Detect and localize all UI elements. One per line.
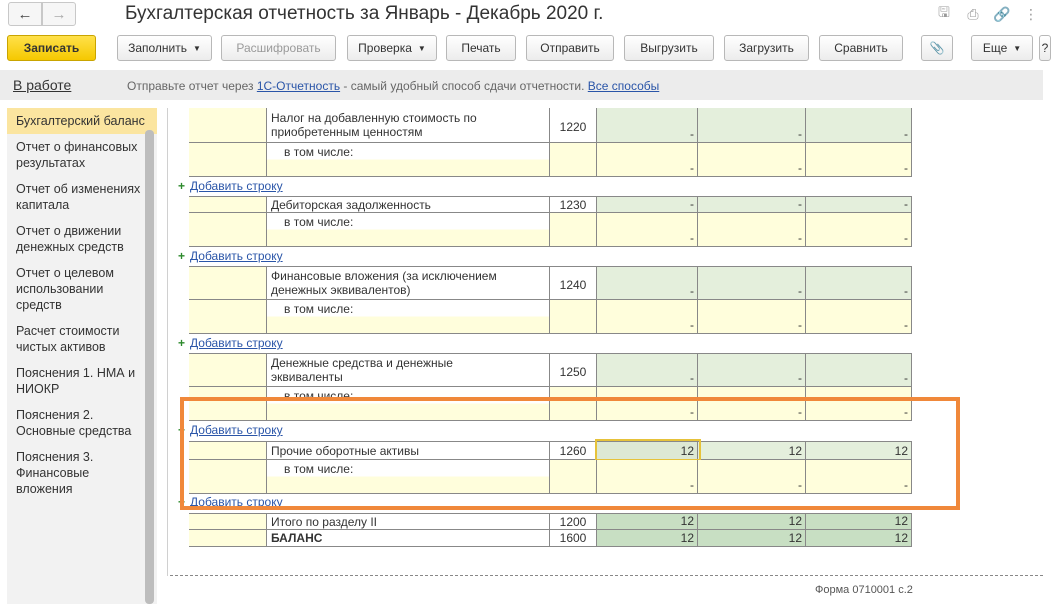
sidebar-item-notes-investments[interactable]: Пояснения 3. Финансовые вложения bbox=[16, 450, 94, 496]
sidebar-item-capital-changes[interactable]: Отчет об изменениях капитала bbox=[16, 182, 141, 212]
plus-icon: + bbox=[178, 179, 186, 193]
more-vertical-icon[interactable]: ⋮ bbox=[1024, 5, 1038, 22]
check-button[interactable]: Проверка ▼ bbox=[347, 35, 437, 61]
import-button[interactable]: Загрузить bbox=[724, 35, 809, 61]
caret-down-icon: ▼ bbox=[1013, 43, 1022, 53]
compare-button[interactable]: Сравнить bbox=[819, 35, 903, 61]
caret-down-icon: ▼ bbox=[417, 43, 426, 53]
all-methods-link[interactable]: Все способы bbox=[587, 79, 660, 93]
save-doc-icon[interactable]: 🖫 bbox=[938, 4, 950, 20]
sidebar-item-target-use[interactable]: Отчет о целевом использовании средств bbox=[16, 266, 114, 312]
status-label[interactable]: В работе bbox=[13, 77, 72, 93]
fill-button[interactable]: Заполнить ▼ bbox=[117, 35, 212, 61]
status-message: Отправьте отчет через 1С-Отчетность - самый удобный способ сдачи отчетности. Все способы bbox=[127, 79, 660, 93]
window-title: Бухгалтерская отчетность за Январь - Декабрь 2020 г. bbox=[125, 3, 604, 24]
command-bar bbox=[0, 34, 1049, 64]
other-assets-value-1[interactable]: 12 bbox=[597, 441, 698, 460]
balance-sheet-form: Налог на добавленную стоимость по приобретенным ценностям 1220 - - - в том числе: - - - + Добавить строку Дебиторская задолженность 1230 - - - в том числе: - - - + Добавить строку Финансовые вложения (за исключением денежных эквивалентов) 1240 - - - в том числе: - - - + Добавить строку Денежные средства и денежные эквиваленты 1250 - - - в том числе: - - - + Добавить строку Прочие оборотные активы 1260 12 12 12 в том числе: - - - + Добавить строку Итого по разделу II 1200 12 12 12 БАЛАНС 1600 12 12 12 bbox=[167, 108, 1043, 604]
page-break-line bbox=[170, 575, 1043, 576]
add-row-link[interactable]: + Добавить строку bbox=[178, 249, 283, 263]
title-bar bbox=[0, 0, 1043, 30]
plus-icon: + bbox=[178, 249, 186, 263]
save-button[interactable]: Записать bbox=[7, 35, 96, 61]
plus-icon: + bbox=[178, 495, 186, 509]
export-button[interactable]: Выгрузить bbox=[624, 35, 714, 61]
plus-icon: + bbox=[178, 336, 186, 350]
sidebar-item-balance[interactable]: Бухгалтерский баланс bbox=[7, 108, 157, 134]
caret-down-icon: ▼ bbox=[193, 43, 201, 53]
link-icon[interactable]: 🔗 bbox=[993, 5, 1011, 22]
annotation-highlight-frame bbox=[180, 397, 960, 510]
1c-reporting-link[interactable]: 1С-Отчетность bbox=[256, 79, 341, 93]
other-assets-value-2[interactable]: 12 bbox=[698, 441, 806, 460]
sidebar-item-net-assets[interactable]: Расчет стоимости чистых активов bbox=[16, 324, 120, 354]
plus-icon: + bbox=[178, 423, 186, 437]
decode-button[interactable]: Расшифровать bbox=[221, 35, 336, 61]
back-button[interactable] bbox=[8, 2, 42, 26]
add-row-link[interactable]: + Добавить строку bbox=[178, 495, 283, 509]
attach-button[interactable] bbox=[921, 35, 953, 61]
add-row-link[interactable]: + Добавить строку bbox=[178, 423, 283, 437]
sidebar-item-notes-intangibles[interactable]: Пояснения 1. НМА и НИОКР bbox=[16, 366, 136, 396]
help-button[interactable]: ? bbox=[1039, 35, 1051, 61]
print-button[interactable]: Печать bbox=[446, 35, 516, 61]
arrow-left-icon: ← bbox=[17, 5, 33, 23]
sidebar-item-cash-flow[interactable]: Отчет о движении денежных средств bbox=[16, 224, 124, 254]
send-button[interactable]: Отправить bbox=[526, 35, 614, 61]
more-button[interactable]: Еще ▼ bbox=[971, 35, 1033, 61]
report-sections-sidebar bbox=[7, 108, 157, 604]
sidebar-scrollbar[interactable] bbox=[145, 130, 154, 604]
paperclip-icon: 📎 bbox=[929, 41, 945, 55]
forward-button[interactable] bbox=[42, 2, 76, 26]
add-row-link[interactable]: + Добавить строку bbox=[178, 336, 283, 350]
sidebar-item-notes-fixed-assets[interactable]: Пояснения 2. Основные средства bbox=[16, 408, 132, 438]
other-assets-value-3[interactable]: 12 bbox=[806, 441, 912, 460]
sidebar-item-financial-results[interactable]: Отчет о финансовых результатах bbox=[16, 140, 138, 170]
print-icon[interactable]: ⎙ bbox=[967, 5, 979, 22]
form-reference: Форма 0710001 с.2 bbox=[815, 584, 913, 596]
add-row-link[interactable]: + Добавить строку bbox=[178, 179, 283, 193]
arrow-right-icon: → bbox=[51, 5, 67, 23]
status-bar bbox=[0, 70, 1043, 100]
